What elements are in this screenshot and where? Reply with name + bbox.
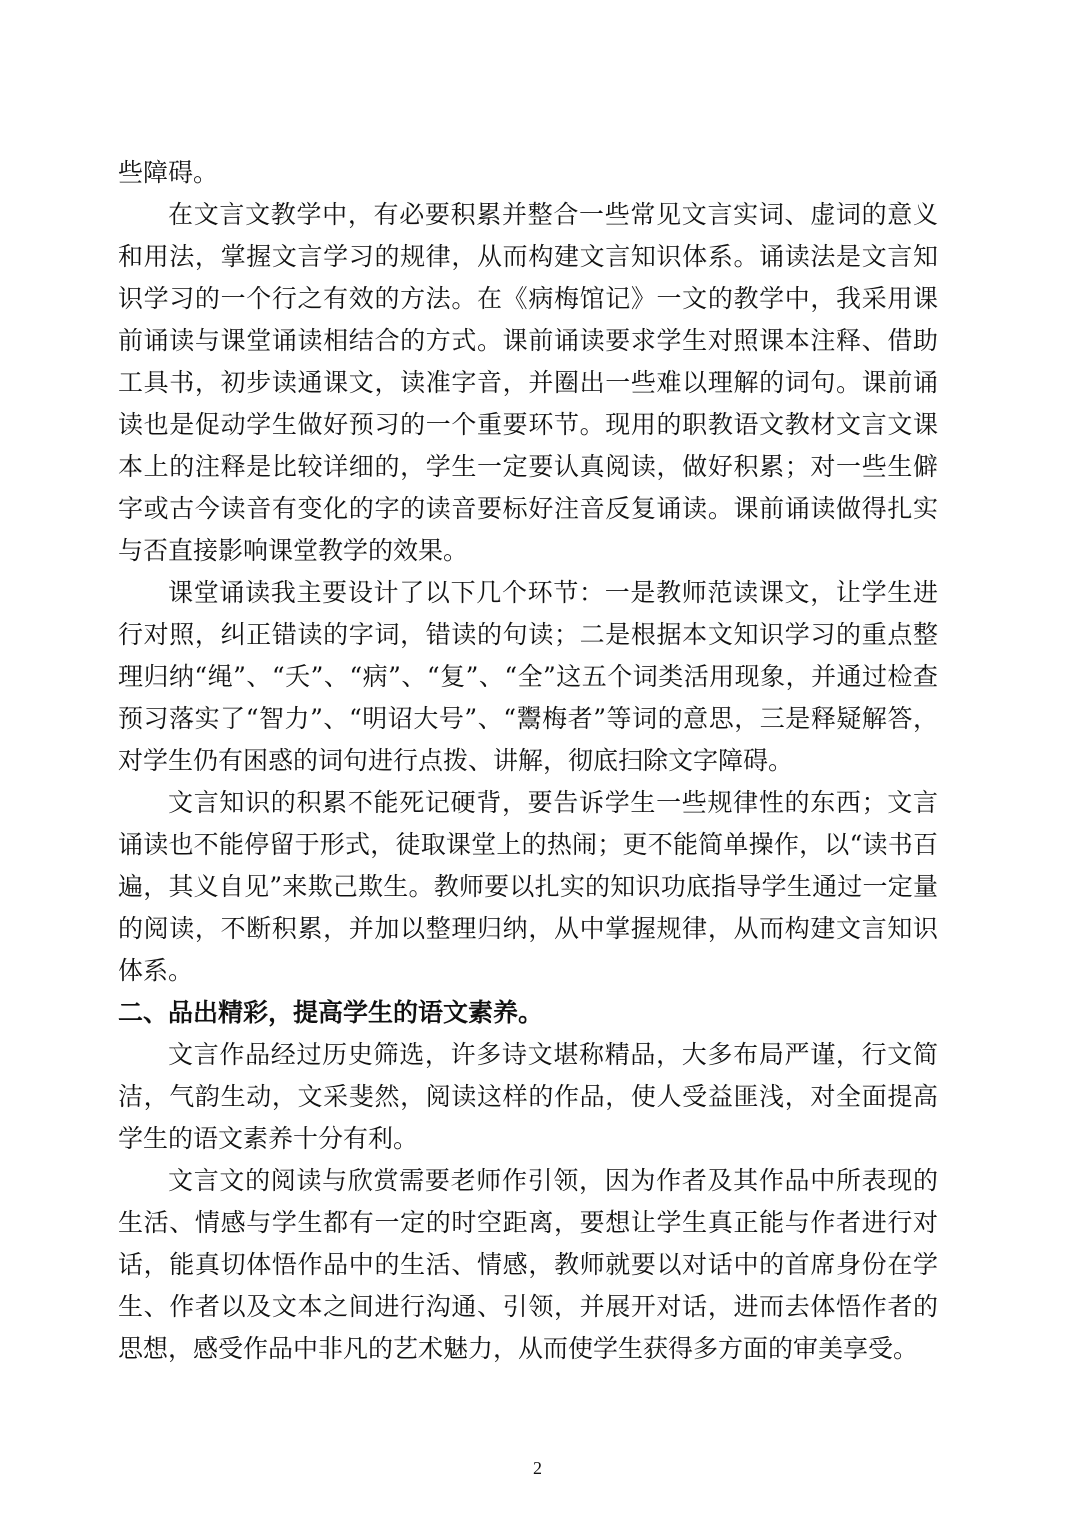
paragraph-continuation: 些障碍。: [118, 158, 219, 187]
paragraph-classical-knowledge: 在文言文教学中，有必要积累并整合一些常见文言实词、虚词的意义和用法，掌握文言学习的规律，从而构建文言知识体系。诵读法是文言知识学习的一个行之有效的方法。在《病梅馆记》一文的教学中，我采用课前诵读与课堂诵读相结合的方式。课前诵读要求学生对照课本注释、借助工具书，初步读通课文，读准字音，并圈出一些难以理解的词句。课前诵读也是促动学生做好预习的一个重要环节。现用的职教语文教材文言文课本上的注释是比较详细的，学生一定要认真阅读，做好积累；对一些生僻字或古今读音有变化的字的读音要标好注音反复诵读。课前诵读做得扎实与否直接影响课堂教学的效果。: [118, 200, 938, 565]
page-body: [118, 152, 938, 1370]
section-heading: 二、品出精彩，提高学生的语文素养。: [118, 998, 544, 1027]
paragraph-reading-appreciation: 文言文的阅读与欣赏需要老师作引领，因为作者及其作品中所表现的生活、情感与学生都有一定的时空距离，要想让学生真正能与作者进行对话，能真切体悟作品中的生活、情感，教师就要以对话中的首席身份在学生、作者以及文本之间进行沟通、引领，并展开对话，进而去体悟作者的思想，感受作品中非凡的艺术魅力，从而使学生获得多方面的审美享受。: [118, 1166, 938, 1363]
paragraph-classroom-recitation: 课堂诵读我主要设计了以下几个环节：一是教师范读课文，让学生进行对照，纠正错读的字词，错读的句读；二是根据本文知识学习的重点整理归纳“绳”、“夭”、“病”、“复”、“全”这五个词类活用现象，并通过检查预习落实了“智力”、“明诏大号”、“鬻梅者”等词的意思，三是释疑解答，对学生仍有困惑的词句进行点拨、讲解，彻底扫除文字障碍。: [118, 578, 938, 775]
page-number: 2: [533, 1458, 542, 1478]
paragraph-knowledge-accumulation: 文言知识的积累不能死记硬背，要告诉学生一些规律性的东西；文言诵读也不能停留于形式，徒取课堂上的热闹；更不能简单操作，以“读书百遍，其义自见”来欺己欺生。教师要以扎实的知识功底指导学生通过一定量的阅读，不断积累，并加以整理归纳，从中掌握规律，从而构建文言知识体系。: [118, 788, 938, 985]
paragraph-classical-works: 文言作品经过历史筛选，许多诗文堪称精品，大多布局严谨，行文简洁，气韵生动，文采斐然，阅读这样的作品，使人受益匪浅，对全面提高学生的语文素养十分有利。: [118, 1040, 938, 1153]
